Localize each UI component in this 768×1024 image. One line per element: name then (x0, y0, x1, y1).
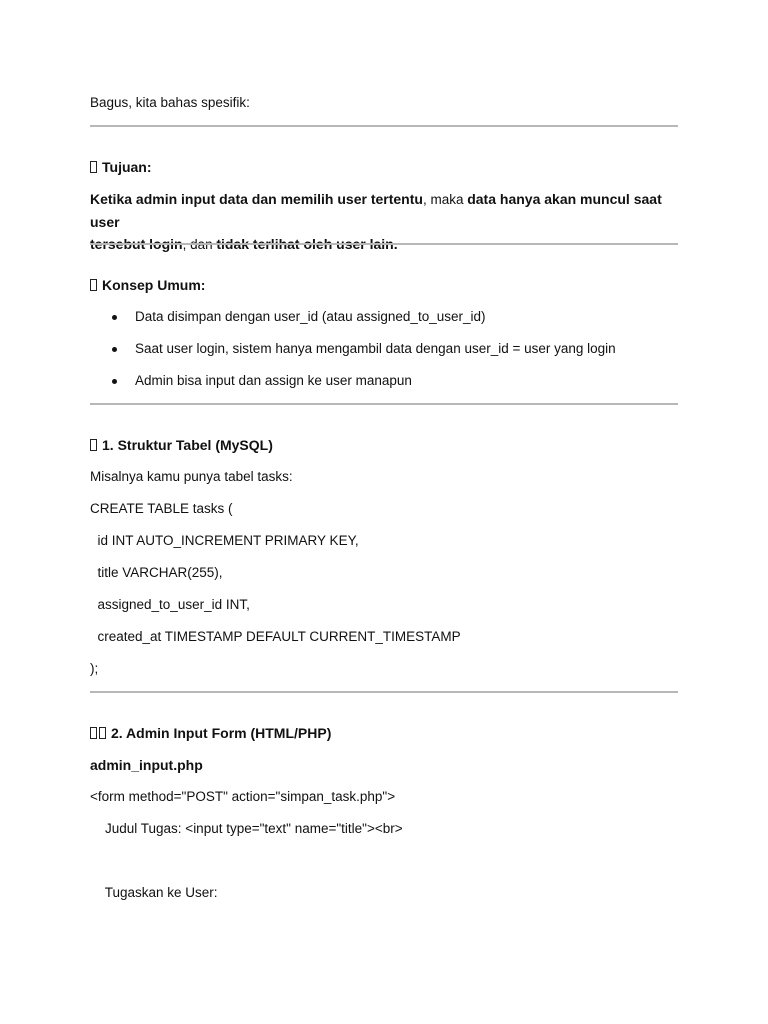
heading-text: 2. Admin Input Form (HTML/PHP) (111, 725, 332, 741)
divider (90, 125, 678, 127)
heading-text: Konsep Umum: (102, 277, 206, 293)
code-line: id INT AUTO_INCREMENT PRIMARY KEY, (90, 533, 359, 548)
missing-glyph-icon (90, 439, 97, 451)
filename-heading: admin_input.php (90, 757, 203, 773)
intro-text: Bagus, kita bahas spesifik: (90, 95, 250, 110)
code-line: created_at TIMESTAMP DEFAULT CURRENT_TIMESTAMP (90, 629, 461, 644)
list-item-text: Saat user login, sistem hanya mengambil data dengan user_id = user yang login (135, 341, 616, 356)
emphasis-text: tidak terlihat oleh user lain. (216, 236, 398, 252)
missing-glyph-icon (99, 727, 106, 739)
tujuan-paragraph (90, 188, 678, 256)
section-heading-struktur (90, 435, 273, 455)
heading-text: Tujuan: (102, 159, 152, 175)
code-line: CREATE TABLE tasks ( (90, 501, 233, 516)
code-line: Judul Tugas: <input type="text" name="title"><br> (90, 821, 403, 836)
body-text: , dan (182, 237, 217, 252)
section-heading-konsep (90, 275, 205, 295)
section-heading-admin-form (90, 723, 331, 743)
code-line: ); (90, 661, 99, 676)
body-line: Misalnya kamu punya tabel tasks: (90, 469, 293, 484)
document-page (90, 0, 678, 1024)
divider (90, 691, 678, 693)
code-line: title VARCHAR(255), (90, 565, 223, 580)
divider (90, 243, 678, 245)
code-line: Tugaskan ke User: (90, 885, 218, 900)
missing-glyph-icon (90, 727, 97, 739)
list-item (112, 339, 616, 359)
list-item-text: Data disimpan dengan user_id (atau assigned_to_user_id) (135, 309, 486, 324)
section-heading-tujuan (90, 157, 152, 177)
divider (90, 403, 678, 405)
heading-text: 1. Struktur Tabel (MySQL) (102, 437, 273, 453)
emphasis-text: tersebut login (90, 236, 183, 252)
body-text: , maka (422, 192, 468, 207)
list-item-text: Admin bisa input dan assign ke user manapun (135, 373, 412, 388)
emphasis-text: data hanya akan muncul saat user (90, 191, 662, 230)
list-item (112, 307, 485, 327)
emphasis-text: Ketika admin input data dan memilih user tertentu (90, 191, 423, 207)
code-line: <form method="POST" action="simpan_task.php"> (90, 789, 396, 804)
list-item (112, 371, 412, 391)
missing-glyph-icon (90, 279, 97, 291)
code-line: assigned_to_user_id INT, (90, 597, 250, 612)
missing-glyph-icon (90, 161, 97, 173)
